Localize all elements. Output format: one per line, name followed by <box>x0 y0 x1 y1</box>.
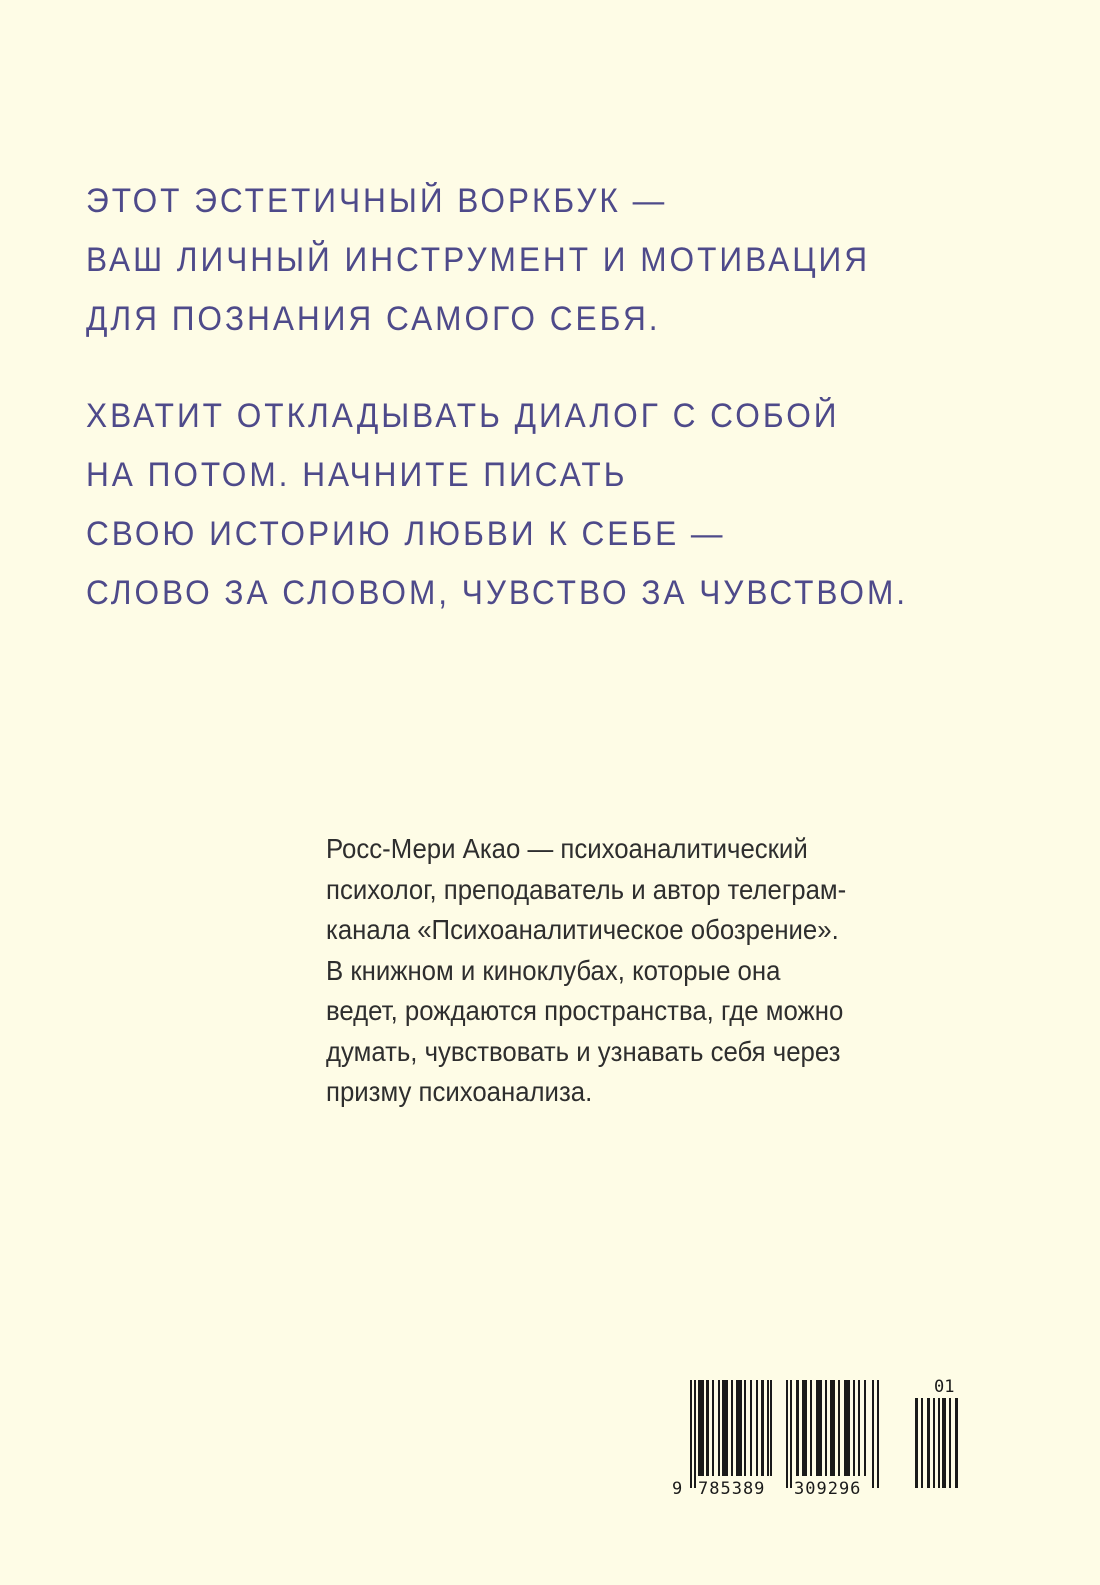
bio-line: канала «Психоаналитическое обозрение». <box>326 914 839 945</box>
bio-line: Росс-Мери Акао — психоаналитический <box>326 833 808 864</box>
blurb-paragraph-1 <box>86 172 979 349</box>
bio-line: ведет, рождаются пространства, где можно <box>326 995 844 1026</box>
bio-line: думать, чувствовать и узнавать себя через <box>326 1035 841 1067</box>
barcode-first-digit: 9 <box>672 1479 683 1496</box>
barcode-icon <box>672 1376 972 1496</box>
blurb-line: СВОЮ ИСТОРИЮ ЛЮБВИ К СЕБЕ — <box>86 515 726 553</box>
author-bio <box>326 829 970 1113</box>
blurb-line: ЭТОТ ЭСТЕТИЧНЫЙ ВОРКБУК — <box>86 182 668 220</box>
barcode-right-group: 309296 <box>794 1479 862 1496</box>
barcode-left-group: 785389 <box>698 1479 766 1496</box>
bio-line: психолог, преподаватель и автор телеграм- <box>326 873 847 905</box>
blurb-line: ВАШ ЛИЧНЫЙ ИНСТРУМЕНТ И МОТИВАЦИЯ <box>86 241 871 279</box>
blurb-paragraph-2 <box>86 387 979 623</box>
bio-line: призму психоанализа. <box>326 1076 593 1107</box>
barcode-addon-digits: 01 <box>934 1377 955 1397</box>
blurb-line: ХВАТИТ ОТКЛАДЫВАТЬ ДИАЛОГ С СОБОЙ <box>86 397 840 435</box>
bio-line: В книжном и киноклубах, которые она <box>326 954 781 986</box>
blurb-line: СЛОВО ЗА СЛОВОМ, ЧУВСТВО ЗА ЧУВСТВОМ. <box>86 574 909 612</box>
blurb-line: НА ПОТОМ. НАЧНИТЕ ПИСАТЬ <box>86 456 628 494</box>
blurb-line: ДЛЯ ПОЗНАНИЯ САМОГО СЕБЯ. <box>86 300 661 338</box>
isbn-barcode <box>672 1376 972 1496</box>
